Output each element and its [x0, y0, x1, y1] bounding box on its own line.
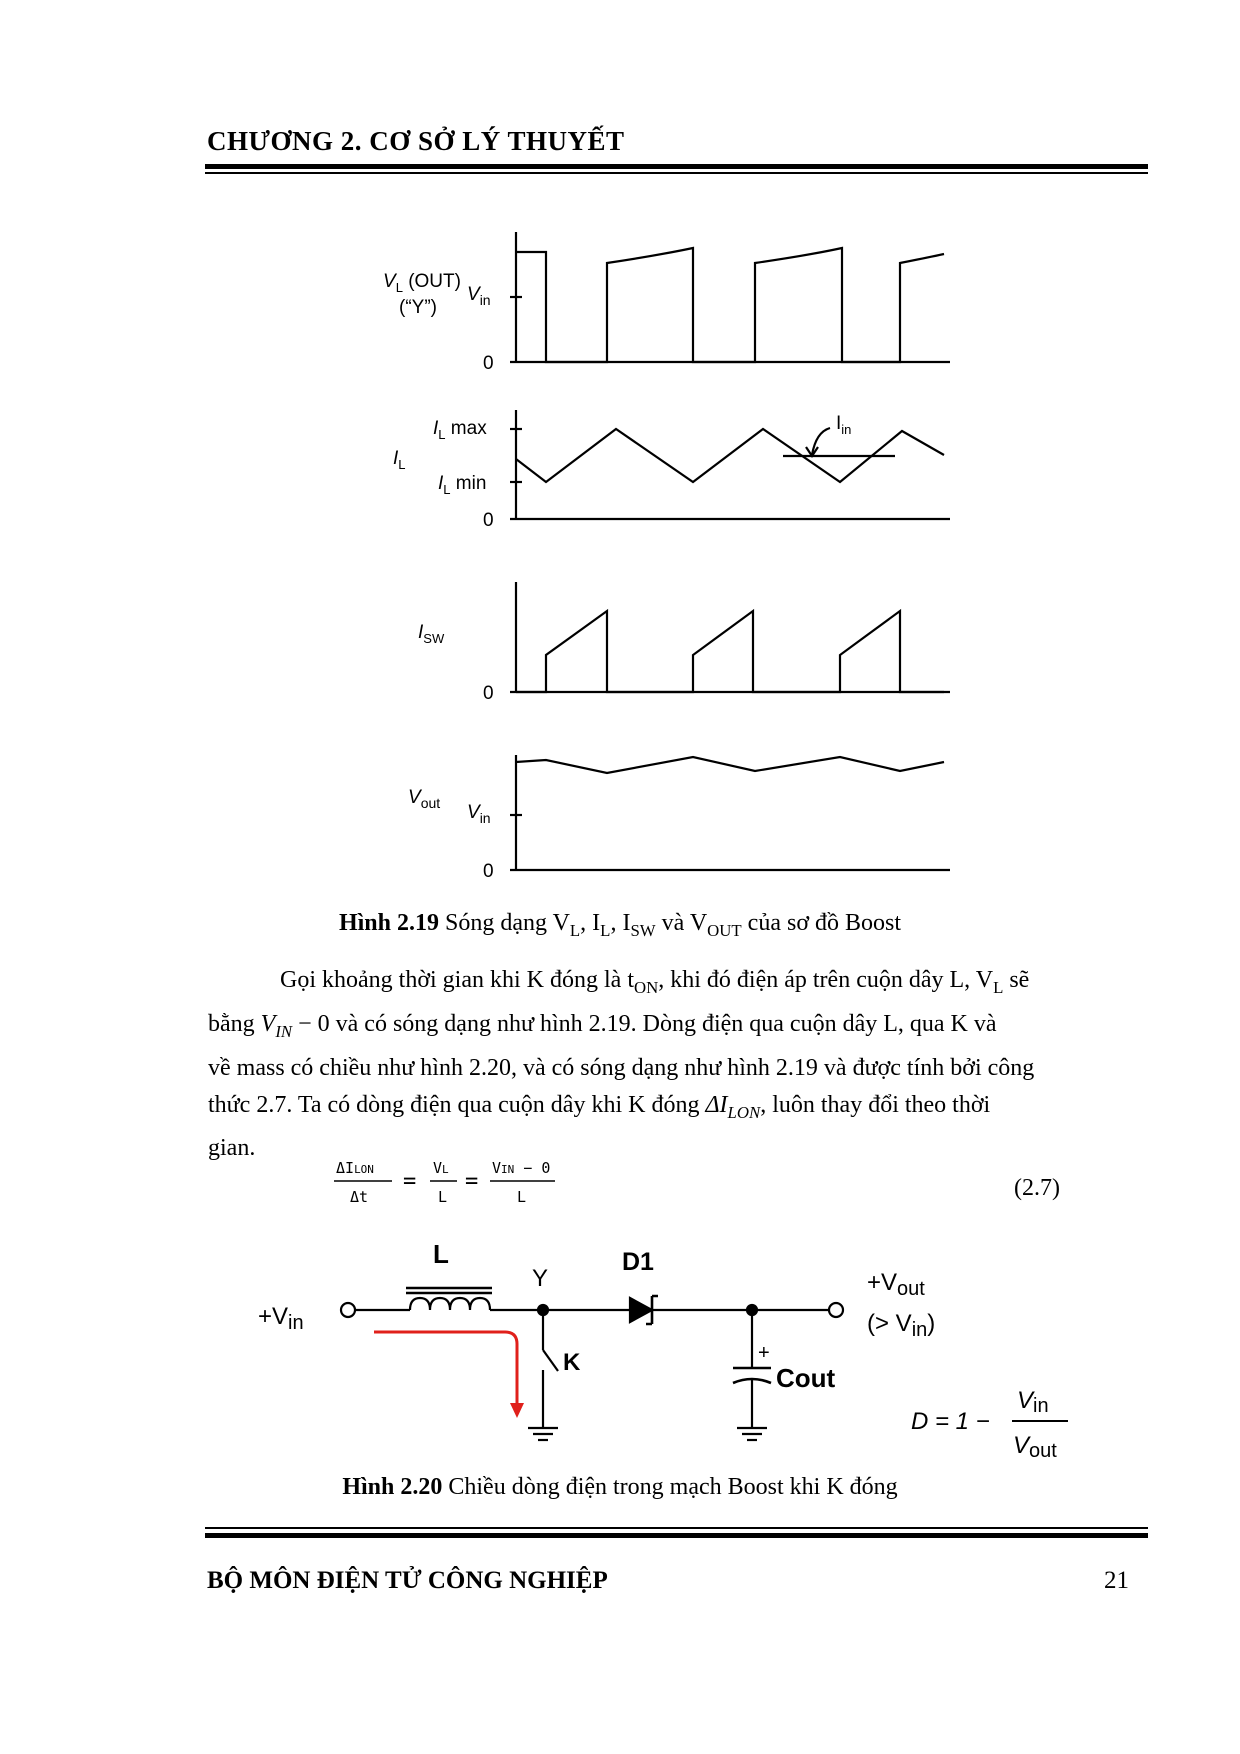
eq-frac1-den: Δt [350, 1188, 369, 1206]
inductor-label: L [433, 1239, 449, 1269]
diode-triangle [630, 1298, 652, 1322]
panel3-label: $I_{SW}$ [418, 622, 445, 646]
panel4-label: $V_{out}$ [408, 787, 441, 811]
panel2-tick-max-label: $I_L$ max [433, 418, 487, 442]
eq-frac2-num: VL [433, 1159, 449, 1177]
page-number: 21 [1104, 1567, 1129, 1594]
vin-terminal [341, 1303, 355, 1317]
figure-2-19-caption: Hình 2.19 Sóng dạng $V_L$, $I_L$, $I_{SW}$ và $V_{OUT}$ của sơ đồ Boost [338, 910, 902, 940]
panel2-tick-zero-label: 0 [483, 510, 494, 531]
panel3-isw-waveform [516, 611, 944, 692]
vout-note: (> $V_{in}$) [867, 1310, 936, 1341]
panel4-tick-zero-label: 0 [483, 861, 494, 882]
panel4-tick-vin-label: $V_{in}$ [467, 802, 491, 826]
duty-formula-den: Vout [1013, 1432, 1057, 1462]
eq-equals-2: = [465, 1169, 479, 1194]
eq-frac3-num: VIN − 0 [492, 1159, 551, 1177]
panel1-vl-waveform [516, 248, 944, 362]
panel1-label-line2: (“Y”) [399, 297, 437, 318]
eq-frac1-num: ΔILON [336, 1159, 374, 1177]
current-path-arrow [374, 1332, 517, 1405]
panel2-iin-annotation: $I_{in}$ [836, 413, 852, 437]
equation-number: (2.7) [1014, 1175, 1060, 1201]
switch-k-label: K [563, 1349, 581, 1376]
footer-department: BỘ MÔN ĐIỆN TỬ CÔNG NGHIỆP [207, 1567, 608, 1594]
footer-rule-thin [205, 1527, 1148, 1529]
vout-terminal [829, 1303, 843, 1317]
cap-label: Cout [776, 1363, 836, 1393]
duty-formula-lhs: D = 1 − [911, 1408, 990, 1435]
panel1-label: $V_L$ (OUT) [383, 271, 461, 295]
vout-label: $+V_{out}$ [867, 1269, 925, 1300]
panel2-tick-min-label: $I_L$ min [438, 473, 487, 497]
figure-2-20-circuit [0, 1220, 1240, 1480]
node-y-label: Y [532, 1265, 549, 1292]
cap-plus-label: + [758, 1342, 770, 1364]
eq-frac2-den: L [438, 1188, 448, 1206]
eq-frac3-den: L [517, 1188, 527, 1206]
diode-label: D1 [622, 1248, 654, 1276]
panel4-vout-waveform [516, 757, 944, 773]
panel1-tick-vin-label: $V_{in}$ [467, 284, 491, 308]
footer-rule-thick [205, 1533, 1148, 1538]
inductor-coil [410, 1298, 490, 1310]
panel1-tick-zero-label: 0 [483, 353, 494, 374]
page-header-title: CHƯƠNG 2. CƠ SỞ LÝ THUYẾT [207, 126, 625, 156]
vin-label: $+V_{in}$ [258, 1303, 304, 1334]
switch-blade [543, 1350, 558, 1371]
equation-2-7 [330, 1150, 650, 1220]
duty-formula-num: Vin [1017, 1387, 1049, 1417]
body-paragraph: Gọi khoảng thời gian khi K đóng là $t_{ON}$, khi đó điện áp trên cuộn dây L, $V_L$ sẽ bằng $V_{IN} - 0$ và có sóng dạng như hình 2.19. Dòng điện qua cuộn dây L, qua K và về mass có chiều như hình 2.20, và có sóng dạng như hình 2.19 và được tính bởi công thức 2.7. Ta có dòng điện qua cuộn dây khi K đóng $\Delta I_{LON}$, luôn thay đổi theo thời gian. [208, 967, 1035, 1162]
current-arrowhead [510, 1403, 524, 1418]
figure-2-20-caption: Hình 2.20 Chiều dòng điện trong mạch Boost khi K đóng [342, 1474, 898, 1500]
eq-equals-1: = [403, 1169, 417, 1194]
panel2-label: $I_L$ [393, 448, 406, 472]
panel3-tick-zero-label: 0 [483, 683, 494, 704]
